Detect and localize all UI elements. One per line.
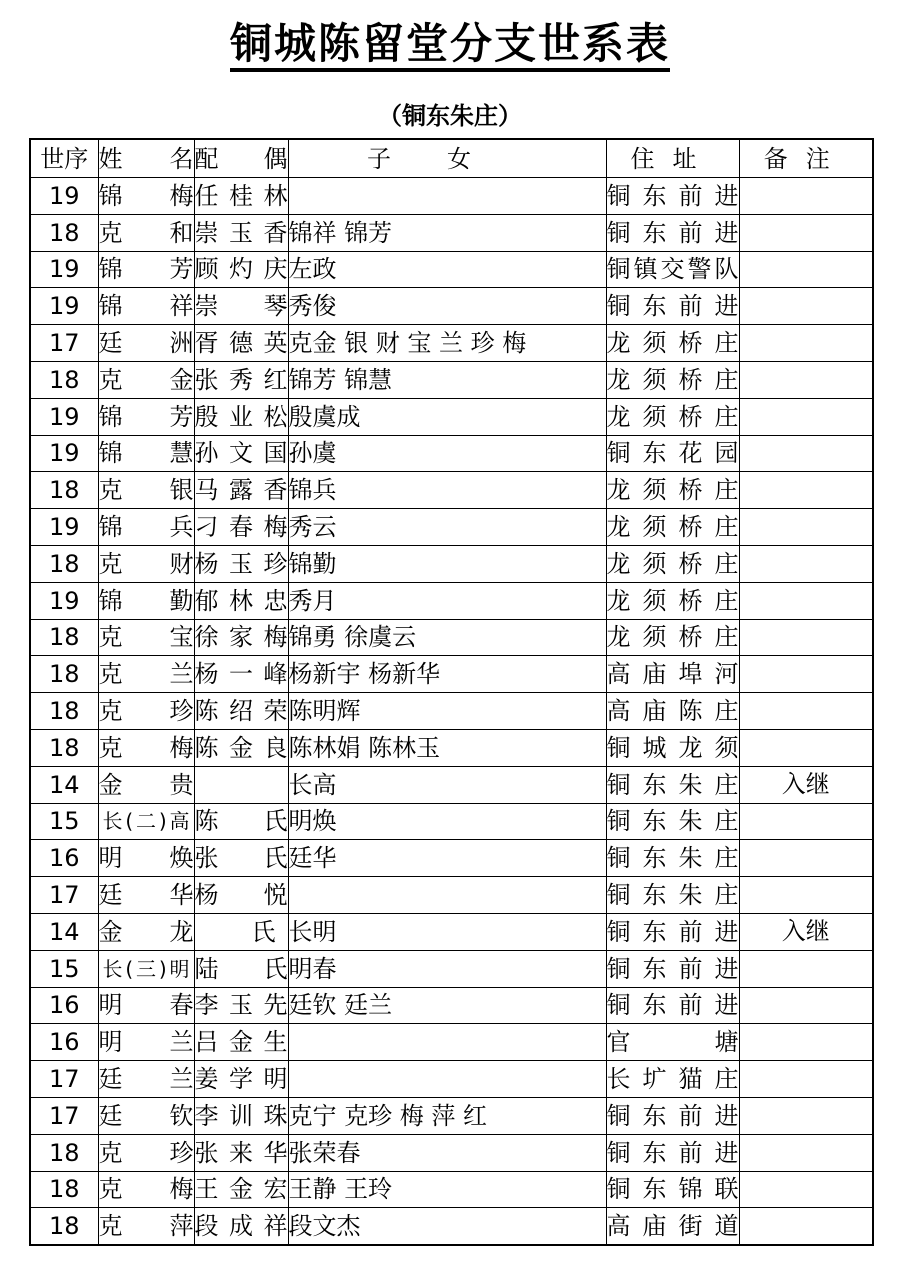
cell-name: 长(三)明 — [98, 950, 194, 987]
header-children: 子女 — [288, 139, 606, 178]
cell-generation: 19 — [30, 509, 98, 546]
cell-note — [739, 1061, 873, 1098]
cell-spouse: 李训珠 — [194, 1097, 288, 1134]
cell-note — [739, 803, 873, 840]
cell-generation: 15 — [30, 950, 98, 987]
cell-note — [739, 877, 873, 914]
cell-address: 铜东朱庄 — [606, 766, 739, 803]
cell-note — [739, 214, 873, 251]
cell-name: 克 宝 — [98, 619, 194, 656]
cell-generation: 16 — [30, 840, 98, 877]
cell-spouse: 张秀红 — [194, 361, 288, 398]
cell-note — [739, 619, 873, 656]
page-subtitle: （铜东朱庄） — [378, 102, 522, 130]
cell-name: 明 春 — [98, 987, 194, 1024]
cell-generation: 17 — [30, 1061, 98, 1098]
table-row — [30, 361, 873, 398]
table-row — [30, 1061, 873, 1098]
cell-children: 张荣春 — [288, 1134, 606, 1171]
cell-children — [288, 1061, 606, 1098]
cell-generation: 19 — [30, 178, 98, 215]
cell-address: 龙须桥庄 — [606, 509, 739, 546]
cell-address: 铜东前进 — [606, 178, 739, 215]
cell-note — [739, 509, 873, 546]
cell-name: 克 银 — [98, 472, 194, 509]
cell-note — [739, 178, 873, 215]
cell-note — [739, 729, 873, 766]
cell-generation: 18 — [30, 214, 98, 251]
table-row — [30, 840, 873, 877]
cell-address: 铜东前进 — [606, 288, 739, 325]
cell-generation: 18 — [30, 1171, 98, 1208]
cell-address: 铜镇交警队 — [606, 251, 739, 288]
cell-generation: 18 — [30, 619, 98, 656]
table-row — [30, 693, 873, 730]
table-row — [30, 1134, 873, 1171]
cell-name: 廷 钦 — [98, 1097, 194, 1134]
cell-note — [739, 472, 873, 509]
cell-note — [739, 987, 873, 1024]
table-row — [30, 435, 873, 472]
cell-generation: 17 — [30, 325, 98, 362]
cell-children: 秀云 — [288, 509, 606, 546]
table-row — [30, 214, 873, 251]
cell-spouse: 崇 琴 — [194, 288, 288, 325]
table-row — [30, 545, 873, 582]
cell-name: 金 贵 — [98, 766, 194, 803]
cell-generation: 18 — [30, 693, 98, 730]
cell-address: 龙须桥庄 — [606, 582, 739, 619]
cell-note — [739, 656, 873, 693]
cell-address: 高庙陈庄 — [606, 693, 739, 730]
cell-note — [739, 693, 873, 730]
table-row — [30, 766, 873, 803]
table-row — [30, 656, 873, 693]
table-row — [30, 178, 873, 215]
table-body — [30, 178, 873, 1246]
cell-note — [739, 288, 873, 325]
cell-spouse: 顾灼庆 — [194, 251, 288, 288]
table-row — [30, 1024, 873, 1061]
table-row — [30, 398, 873, 435]
cell-spouse: 任桂林 — [194, 178, 288, 215]
table-row — [30, 1097, 873, 1134]
cell-spouse: 陈 氏 — [194, 803, 288, 840]
cell-name: 克 梅 — [98, 729, 194, 766]
cell-address: 高庙街道 — [606, 1208, 739, 1245]
cell-address: 铜东前进 — [606, 987, 739, 1024]
cell-address: 高庙埠河 — [606, 656, 739, 693]
cell-generation: 18 — [30, 1208, 98, 1245]
cell-generation: 19 — [30, 398, 98, 435]
cell-children: 段文杰 — [288, 1208, 606, 1245]
cell-spouse: 徐家梅 — [194, 619, 288, 656]
cell-spouse: 陆 氏 — [194, 950, 288, 987]
cell-address: 铜东前进 — [606, 950, 739, 987]
cell-address: 铜东前进 — [606, 1097, 739, 1134]
cell-spouse: 李玉先 — [194, 987, 288, 1024]
table-row — [30, 251, 873, 288]
cell-address: 龙须桥庄 — [606, 545, 739, 582]
cell-generation: 18 — [30, 1134, 98, 1171]
cell-address: 官 塘 — [606, 1024, 739, 1061]
cell-spouse — [194, 766, 288, 803]
cell-address: 铜东朱庄 — [606, 803, 739, 840]
cell-spouse: 吕金生 — [194, 1024, 288, 1061]
cell-children: 克金 银 财 宝 兰 珍 梅 — [288, 325, 606, 362]
cell-children: 锦勇 徐虞云 — [288, 619, 606, 656]
cell-children: 陈明辉 — [288, 693, 606, 730]
cell-address: 龙须桥庄 — [606, 361, 739, 398]
cell-name: 明 焕 — [98, 840, 194, 877]
cell-name: 克 兰 — [98, 656, 194, 693]
cell-name: 克 珍 — [98, 1134, 194, 1171]
cell-address: 铜东锦联 — [606, 1171, 739, 1208]
table-row — [30, 288, 873, 325]
cell-name: 廷 华 — [98, 877, 194, 914]
cell-spouse: 刁春梅 — [194, 509, 288, 546]
cell-generation: 18 — [30, 545, 98, 582]
cell-name: 长(二)高 — [98, 803, 194, 840]
cell-spouse: 姜学明 — [194, 1061, 288, 1098]
cell-children: 秀俊 — [288, 288, 606, 325]
cell-children: 廷华 — [288, 840, 606, 877]
cell-spouse: 王金宏 — [194, 1171, 288, 1208]
cell-spouse: 杨一峰 — [194, 656, 288, 693]
cell-name: 克 梅 — [98, 1171, 194, 1208]
cell-children: 锦芳 锦慧 — [288, 361, 606, 398]
cell-children: 秀月 — [288, 582, 606, 619]
cell-spouse: 陈绍荣 — [194, 693, 288, 730]
cell-address: 铜东花园 — [606, 435, 739, 472]
cell-children — [288, 1024, 606, 1061]
cell-spouse: 氏 — [194, 913, 288, 950]
cell-name: 克 珍 — [98, 693, 194, 730]
cell-address: 铜东朱庄 — [606, 840, 739, 877]
page-title-text: 铜城陈留堂分支世系表 — [230, 19, 670, 72]
cell-generation: 17 — [30, 1097, 98, 1134]
cell-children: 克宁 克珍 梅 萍 红 — [288, 1097, 606, 1134]
cell-spouse: 张 氏 — [194, 840, 288, 877]
header-note: 备注 — [739, 139, 873, 178]
cell-generation: 18 — [30, 729, 98, 766]
cell-note — [739, 1171, 873, 1208]
cell-note — [739, 582, 873, 619]
cell-note — [739, 1208, 873, 1245]
cell-generation: 18 — [30, 472, 98, 509]
cell-generation: 14 — [30, 766, 98, 803]
cell-note — [739, 840, 873, 877]
cell-children: 锦勤 — [288, 545, 606, 582]
cell-note — [739, 1024, 873, 1061]
cell-address: 铜城龙须 — [606, 729, 739, 766]
cell-address: 龙须桥庄 — [606, 398, 739, 435]
cell-spouse: 马露香 — [194, 472, 288, 509]
cell-note: 入继 — [739, 766, 873, 803]
table-row — [30, 472, 873, 509]
cell-address: 铜东朱庄 — [606, 877, 739, 914]
cell-note — [739, 545, 873, 582]
cell-spouse: 崇玉香 — [194, 214, 288, 251]
cell-name: 克 萍 — [98, 1208, 194, 1245]
page-title — [0, 14, 900, 74]
cell-name: 锦 梅 — [98, 178, 194, 215]
cell-note — [739, 251, 873, 288]
cell-name: 金 龙 — [98, 913, 194, 950]
table-row — [30, 1171, 873, 1208]
cell-note — [739, 361, 873, 398]
cell-spouse: 张来华 — [194, 1134, 288, 1171]
cell-name: 锦 祥 — [98, 288, 194, 325]
cell-generation: 16 — [30, 1024, 98, 1061]
cell-address: 铜东前进 — [606, 214, 739, 251]
header-name: 姓 名 — [98, 139, 194, 178]
table-header-row — [30, 139, 873, 178]
cell-children: 孙虞 — [288, 435, 606, 472]
cell-children: 陈林娟 陈林玉 — [288, 729, 606, 766]
cell-generation: 19 — [30, 435, 98, 472]
cell-spouse: 郁林忠 — [194, 582, 288, 619]
cell-address: 龙须桥庄 — [606, 472, 739, 509]
cell-children: 锦祥 锦芳 — [288, 214, 606, 251]
table-row — [30, 877, 873, 914]
table-row — [30, 913, 873, 950]
table-row — [30, 325, 873, 362]
cell-name: 廷 洲 — [98, 325, 194, 362]
cell-name: 锦 芳 — [98, 398, 194, 435]
cell-children: 长高 — [288, 766, 606, 803]
cell-generation: 19 — [30, 251, 98, 288]
cell-name: 克 和 — [98, 214, 194, 251]
cell-note — [739, 950, 873, 987]
cell-children: 长明 — [288, 913, 606, 950]
cell-children: 左政 — [288, 251, 606, 288]
cell-spouse: 段成祥 — [194, 1208, 288, 1245]
cell-name: 锦 芳 — [98, 251, 194, 288]
cell-generation: 19 — [30, 582, 98, 619]
table-row — [30, 950, 873, 987]
cell-generation: 14 — [30, 913, 98, 950]
cell-address: 龙须桥庄 — [606, 325, 739, 362]
cell-children — [288, 877, 606, 914]
table-row — [30, 803, 873, 840]
cell-generation: 16 — [30, 987, 98, 1024]
cell-children: 明春 — [288, 950, 606, 987]
cell-note — [739, 1134, 873, 1171]
table-row — [30, 729, 873, 766]
cell-children: 明焕 — [288, 803, 606, 840]
cell-spouse: 殷业松 — [194, 398, 288, 435]
table-row — [30, 619, 873, 656]
cell-name: 克 财 — [98, 545, 194, 582]
cell-spouse: 孙文国 — [194, 435, 288, 472]
cell-spouse: 胥德英 — [194, 325, 288, 362]
cell-note — [739, 398, 873, 435]
cell-name: 廷 兰 — [98, 1061, 194, 1098]
header-generation: 世序 — [30, 139, 98, 178]
cell-note: 入继 — [739, 913, 873, 950]
cell-children: 锦兵 — [288, 472, 606, 509]
cell-note — [739, 325, 873, 362]
cell-generation: 18 — [30, 656, 98, 693]
cell-spouse: 杨 悦 — [194, 877, 288, 914]
cell-address: 长圹猫庄 — [606, 1061, 739, 1098]
header-spouse: 配 偶 — [194, 139, 288, 178]
cell-spouse: 杨玉珍 — [194, 545, 288, 582]
cell-generation: 17 — [30, 877, 98, 914]
table-row — [30, 509, 873, 546]
table-row — [30, 1208, 873, 1245]
cell-note — [739, 435, 873, 472]
cell-name: 锦 勤 — [98, 582, 194, 619]
cell-name: 锦 兵 — [98, 509, 194, 546]
cell-children: 杨新宇 杨新华 — [288, 656, 606, 693]
table-row — [30, 987, 873, 1024]
cell-generation: 15 — [30, 803, 98, 840]
cell-children: 殷虞成 — [288, 398, 606, 435]
cell-name: 明 兰 — [98, 1024, 194, 1061]
genealogy-table — [29, 138, 874, 1246]
cell-note — [739, 1097, 873, 1134]
cell-generation: 19 — [30, 288, 98, 325]
cell-children: 廷钦 廷兰 — [288, 987, 606, 1024]
cell-children — [288, 178, 606, 215]
cell-generation: 18 — [30, 361, 98, 398]
cell-address: 铜东前进 — [606, 913, 739, 950]
cell-name: 锦 慧 — [98, 435, 194, 472]
cell-children: 王静 王玲 — [288, 1171, 606, 1208]
cell-spouse: 陈金良 — [194, 729, 288, 766]
cell-address: 龙须桥庄 — [606, 619, 739, 656]
cell-name: 克 金 — [98, 361, 194, 398]
table-row — [30, 582, 873, 619]
header-address: 住址 — [606, 139, 739, 178]
cell-address: 铜东前进 — [606, 1134, 739, 1171]
